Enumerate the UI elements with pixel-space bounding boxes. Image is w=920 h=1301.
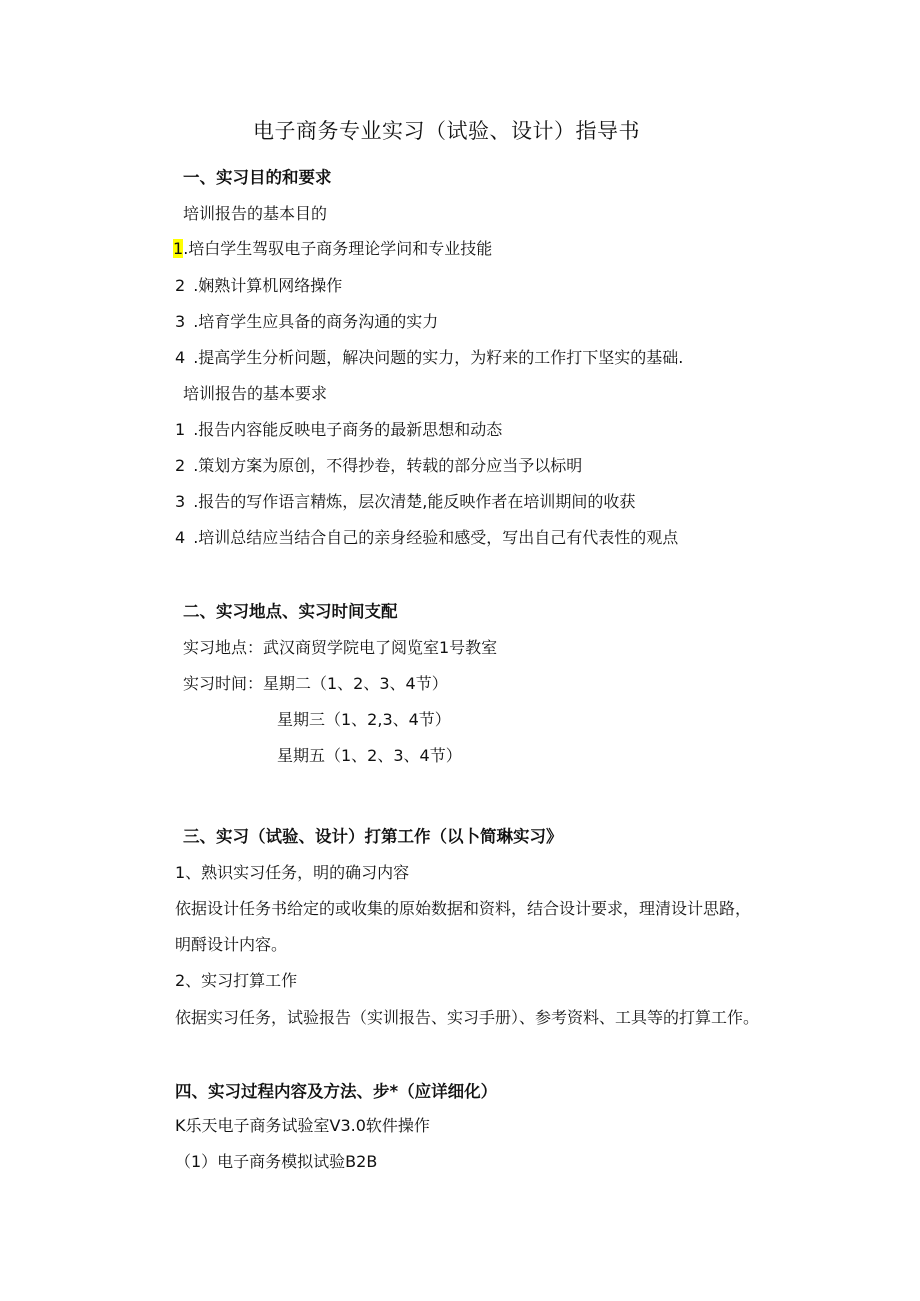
section-heading-process: 四、实习过程内容及方法、步*（应详细化） — [175, 1082, 498, 1101]
time-line-2: 星期三（1、2,3、4节） — [277, 710, 451, 729]
requirement-item-3: 3 .报告的写作语言精炼，层次清楚,能反映作者在培训期间的收获 — [175, 492, 636, 511]
requirement-label: 培训报告的基本要求 — [183, 384, 328, 403]
prep-paragraph-2b: 明酹设计内容。 — [175, 935, 288, 954]
section-heading-location-time: 二、实习地点、实习时间支配 — [183, 602, 398, 621]
section-heading-purpose: 一、实习目的和要求 — [183, 168, 332, 187]
prep-paragraph-2a: 依据设计任务书给定的或收集的原始数据和资料，结合设计要求，理清设计思路， — [175, 899, 752, 918]
purpose-item-3: 3 .培育学生应具备的商务沟通的实力 — [175, 312, 439, 331]
requirement-item-1: 1 .报告内容能反映电子商务的最新思想和动态 — [175, 420, 503, 439]
time-line-1: 实习时间：星期二（1、2、3、4节） — [183, 674, 448, 693]
highlight-marker: 1 — [173, 239, 184, 258]
purpose-item-4: 4 .提高学生分析问题，解决问题的实力，为籽来的工作打下坚实的基础. — [175, 348, 684, 367]
process-paragraph-2: （1）电子商务模拟试验B2B — [175, 1152, 378, 1171]
prep-paragraph-3: 2、实习打算工作 — [175, 971, 298, 990]
process-paragraph-1: K乐天电子商务试验室V3.0软件操作 — [175, 1116, 430, 1135]
purpose-item-1: 1.培白学生驾驭电子商务理论学问和专业技能 — [173, 239, 493, 258]
location-text: 实习地点：武汉商贸学院电了阅览室1号教室 — [183, 638, 498, 657]
document-title: 电子商务专业实习（试验、设计）指导书 — [253, 119, 640, 143]
section-heading-preparation: 三、实习（试验、设计）打第工作（以卜简琳实习》 — [183, 827, 563, 846]
purpose-item-2: 2 .娴熟计算机网络操作 — [175, 276, 343, 295]
requirement-item-2: 2 .策划方案为原创，不得抄卷，转载的部分应当予以标明 — [175, 456, 583, 475]
prep-paragraph-4: 依据实习任务，试验报告（实训报告、实习手册）、参考资料、工具等的打算工作。 — [175, 1008, 760, 1027]
purpose-label: 培训报告的基本目的 — [183, 204, 328, 223]
requirement-item-4: 4 .培训总结应当结合自己的亲身经验和感受，写出自己有代表性的观点 — [175, 528, 679, 547]
time-line-3: 星期五（1、2、3、4节） — [277, 746, 462, 765]
prep-paragraph-1: 1、熟识实习任务，明的确习内容 — [175, 863, 410, 882]
